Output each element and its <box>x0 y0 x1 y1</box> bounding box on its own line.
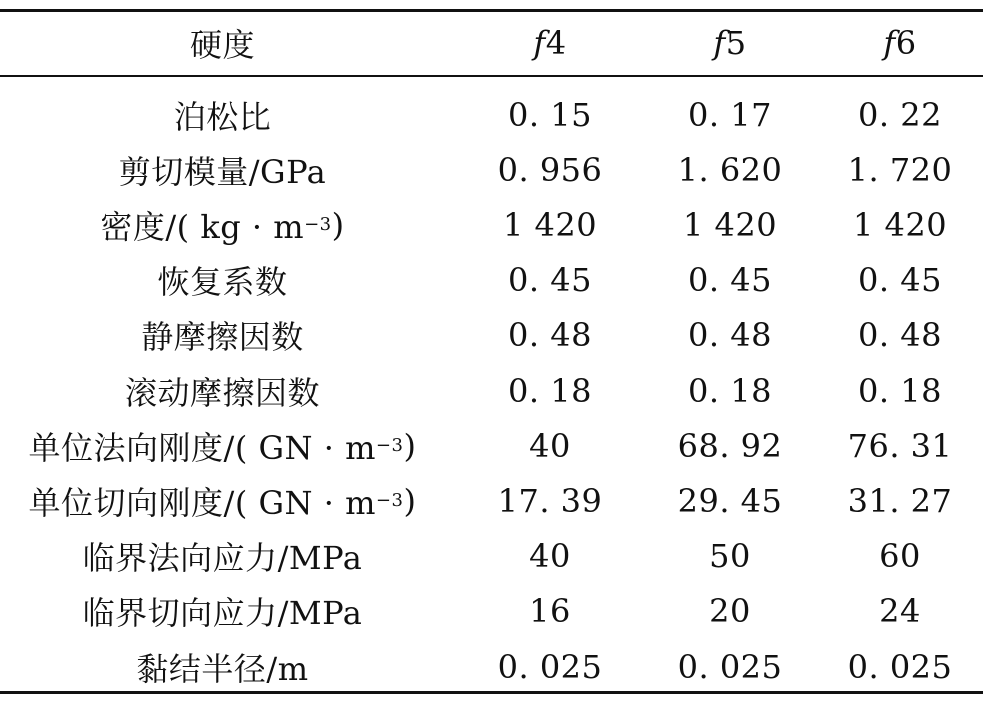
header-col-2-num: 5 <box>725 24 747 62</box>
table-row <box>0 529 983 584</box>
row-value-f6: 31. 27 <box>847 481 953 520</box>
table-row <box>0 197 983 252</box>
row-value-f5: 0. 45 <box>688 261 772 300</box>
row-label <box>10 253 435 308</box>
row-value-f4: 0. 025 <box>497 647 603 686</box>
row-value-f6: 0. 45 <box>858 261 942 300</box>
row-label-tail: ) <box>403 481 417 520</box>
row-value-f4: 1 420 <box>502 205 598 244</box>
row-value-f4: 0. 48 <box>508 316 592 355</box>
table-row <box>0 584 983 639</box>
table-row <box>0 418 983 473</box>
row-value-f5: 68. 92 <box>677 426 783 465</box>
row-label-text: 滚动摩擦因数 <box>124 373 320 412</box>
row-value-f5: 0. 48 <box>688 316 772 355</box>
row-label: 单位法向刚度/( GN · m −3 ) <box>10 418 435 473</box>
row-value-f4: 40 <box>529 426 571 465</box>
row-value-f4: 0. 956 <box>497 150 603 189</box>
header-rule <box>0 75 983 77</box>
row-value-f6: 76. 31 <box>847 426 953 465</box>
row-label <box>10 87 435 142</box>
row-value-f6: 0. 025 <box>847 647 953 686</box>
header-col-1 <box>470 14 630 72</box>
row-value-f6: 60 <box>879 537 921 576</box>
row-value-f6: 0. 48 <box>858 316 942 355</box>
row-value-f6: 0. 18 <box>858 371 942 410</box>
row-label-text: 恢复系数 <box>157 263 288 302</box>
header-col-1-num: 4 <box>545 24 567 62</box>
row-label-text: 剪切模量/GPa <box>118 152 327 191</box>
row-label-text: 黏结半径/m <box>136 649 309 688</box>
row-label <box>10 639 435 694</box>
bottom-rule <box>0 691 983 694</box>
table-row <box>0 253 983 308</box>
row-value-f5: 0. 025 <box>677 647 783 686</box>
row-label-text: 临界法向应力/MPa <box>82 539 363 578</box>
row-value-f5: 50 <box>709 537 751 576</box>
row-value-f6: 24 <box>879 592 921 631</box>
header-col-1-prefix: f <box>533 24 546 62</box>
row-label-text: 密度/( kg · m <box>100 207 305 246</box>
header-col-2 <box>650 14 810 72</box>
row-value-f4: 0. 15 <box>508 95 592 134</box>
row-value-f4: 16 <box>529 592 571 631</box>
header-col-3-num: 6 <box>895 24 917 62</box>
header-col-3-prefix: f <box>883 24 896 62</box>
table-row <box>0 473 983 528</box>
row-value-f6: 1. 720 <box>847 150 953 189</box>
row-value-f5: 29. 45 <box>677 481 783 520</box>
row-label-text: 泊松比 <box>173 97 272 136</box>
row-label-text: 单位法向刚度/( GN · m <box>28 428 376 467</box>
row-value-f5: 1. 620 <box>677 150 783 189</box>
row-label <box>10 142 435 197</box>
row-label-tail: ) <box>403 426 417 465</box>
row-value-f4: 17. 39 <box>497 481 603 520</box>
row-label <box>10 308 435 363</box>
top-rule <box>0 9 983 12</box>
row-value-f5: 20 <box>709 592 751 631</box>
header-col-2-prefix: f <box>713 24 726 62</box>
table-row <box>0 363 983 418</box>
row-label: 单位切向刚度/( GN · m −3 ) <box>10 473 435 528</box>
row-value-f5: 0. 18 <box>688 371 772 410</box>
row-label-tail: ) <box>331 205 345 244</box>
table-row <box>0 87 983 142</box>
header-col-3 <box>820 14 980 72</box>
row-label <box>10 363 435 418</box>
table-row <box>0 308 983 363</box>
row-value-f5: 1 420 <box>682 205 778 244</box>
table-row <box>0 142 983 197</box>
table-header-row <box>0 14 983 72</box>
row-value-f5: 0. 17 <box>688 95 772 134</box>
row-value-f6: 1 420 <box>852 205 948 244</box>
row-value-f6: 0. 22 <box>858 95 942 134</box>
row-label-text: 静摩擦因数 <box>141 318 304 357</box>
row-label: 密度/( kg · m −3 ) <box>10 197 435 252</box>
row-label-text: 临界切向应力/MPa <box>82 594 363 633</box>
row-value-f4: 0. 18 <box>508 371 592 410</box>
row-label <box>10 529 435 584</box>
row-label <box>10 584 435 639</box>
header-property: 硬度 <box>189 26 255 64</box>
row-value-f4: 40 <box>529 537 571 576</box>
row-value-f4: 0. 45 <box>508 261 592 300</box>
row-label-text: 单位切向刚度/( GN · m <box>28 483 376 522</box>
table-row <box>0 639 983 694</box>
